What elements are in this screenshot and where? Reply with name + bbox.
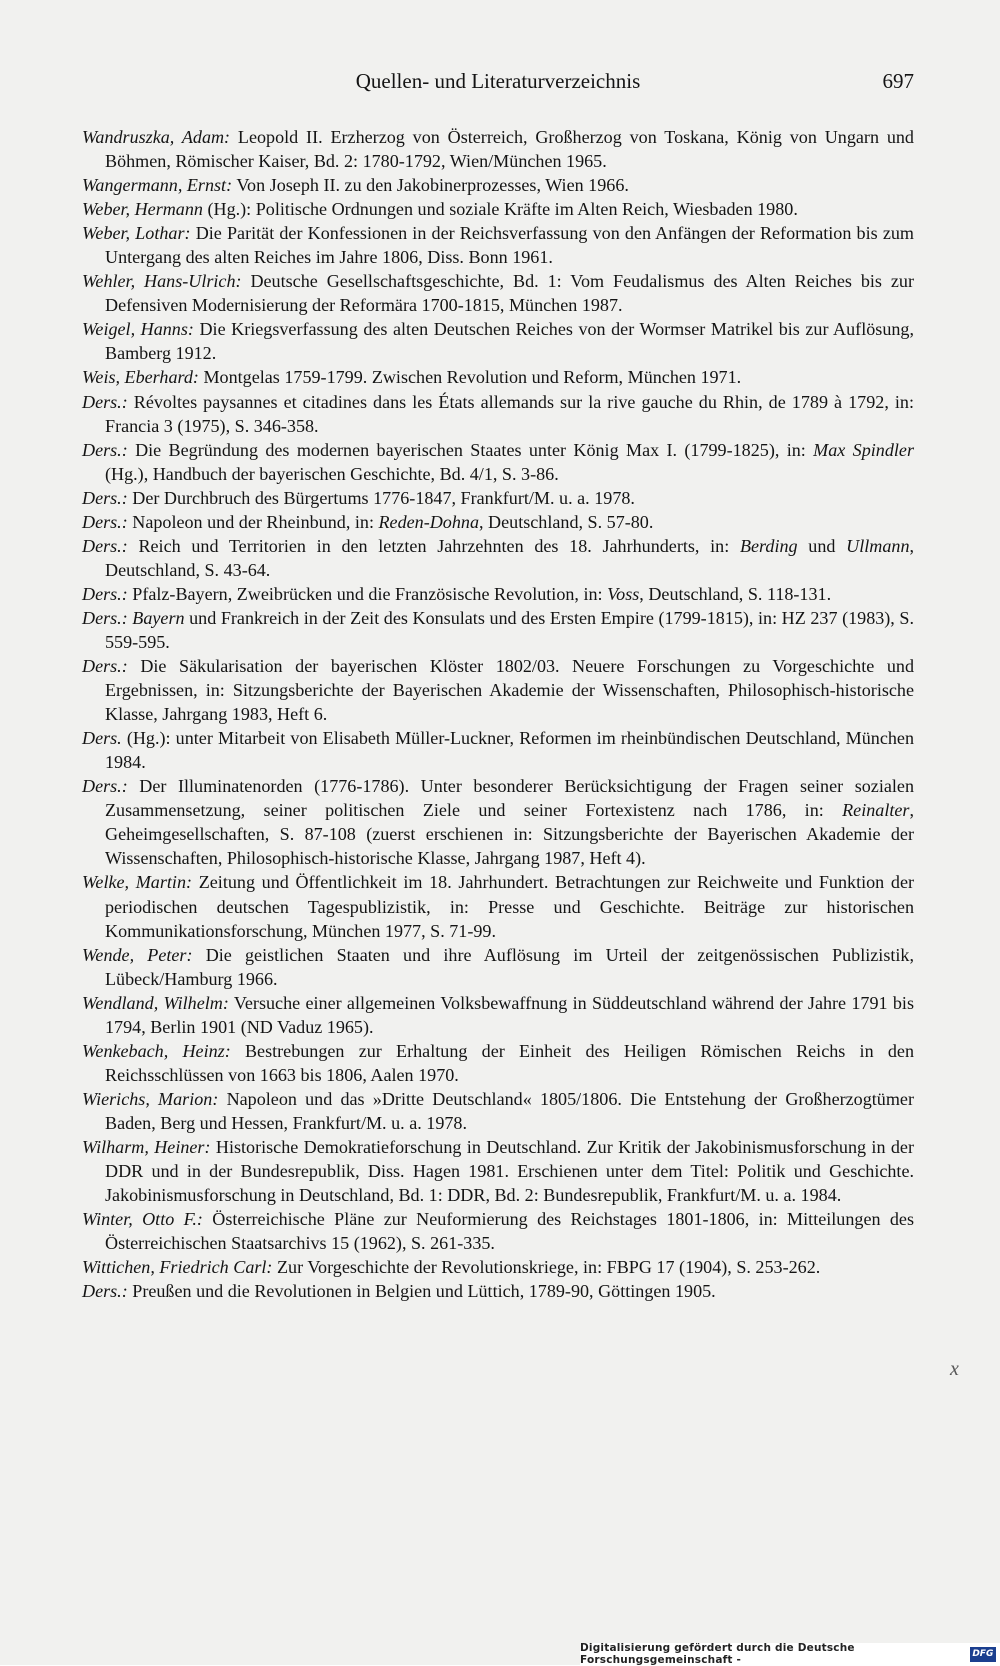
entry-text: Montgelas 1759-1799. Zwischen Revolution und Reform, München 1971. <box>198 367 742 388</box>
bibliography-entry <box>82 1039 914 1087</box>
entry-text: Zur Vorgeschichte der Revolutionskriege, in: FBPG 17 (1904), S. 253-262. <box>272 1257 821 1278</box>
bibliography-entry <box>82 173 914 197</box>
entry-author: Ders.: <box>82 487 128 508</box>
bibliography-entry <box>82 870 914 942</box>
entry-author: Wende, Peter: <box>82 944 193 965</box>
entry-text: , Deutschland, S. 43-64. <box>105 535 915 580</box>
entry-text: Révoltes paysannes et citadines dans les États allemands sur la rive gauche du Rhin, de 1789 à 1792, in: Francia 3 (1975), S. 346-358. <box>105 391 914 436</box>
entry-text: Historische Demokratieforschung in Deutschland. Zur Kritik der Jakobinismusforschung in der DDR und in der Bundesrepublik, Diss. Hagen 1981. Erschienen unter dem Titel: Politik und Geschichte. Jakobinismusforschung in Deutschland, Bd. 1: DDR, Bd. 2: Bundesrepublik, Frankfurt/M. u. a. 1984. <box>105 1136 914 1206</box>
entry-italic-ref: Voss <box>607 583 640 604</box>
entry-text: Der Illuminatenorden (1776-1786). Unter besonderer Berücksichtigung der Fragen seiner sozialen Zusammensetzung, seiner politischen Ziele und seiner Fortexistenz nach 1786, in: <box>105 776 914 821</box>
bibliography-entry <box>82 438 914 486</box>
entry-text: Reich und Territorien in den letzten Jahrzehnten des 18. Jahrhunderts, in: <box>127 535 740 556</box>
bibliography-entry <box>82 486 914 510</box>
bibliography-list <box>82 125 914 1303</box>
entry-author: Ders. <box>82 728 122 749</box>
entry-italic-ref: Reden-Dohna <box>378 511 479 532</box>
bibliography-entry <box>82 606 914 654</box>
running-title: Quellen- und Literaturverzeichnis <box>355 69 641 93</box>
entry-text: Bestrebungen zur Erhaltung der Einheit des Heiligen Römischen Reichs in den Reichsschlüssen von 1663 bis 1806, Aalen 1970. <box>105 1040 914 1085</box>
bibliography-entry <box>82 774 914 870</box>
bibliography-entry <box>82 197 914 221</box>
entry-text: Von Joseph II. zu den Jakobinerprozesses, Wien 1966. <box>232 175 629 196</box>
entry-author: Wilharm, Heiner: <box>82 1136 211 1157</box>
entry-text: Der Durchbruch des Bürgertums 1776-1847, Frankfurt/M. u. a. 1978. <box>127 487 635 508</box>
entry-text: Napoleon und der Rheinbund, in: <box>127 511 379 532</box>
entry-author: Weber, Lothar: <box>82 223 191 244</box>
entry-text: Leopold II. Erzherzog von Österreich, Großherzog von Toskana, König von Ungarn und Böhmen, Römischer Kaiser, Bd. 2: 1780-1792, Wien/München 1965. <box>105 127 914 172</box>
entry-author: Weigel, Hanns: <box>82 319 194 340</box>
entry-author: Ders.: <box>82 1281 128 1302</box>
entry-text: und Frankreich in der Zeit des Konsulats und des Ersten Empire (1799-1815), in: HZ 237 (1983), S. 559-595. <box>105 607 914 652</box>
entry-author: Ders.: Bayern <box>82 607 185 628</box>
entry-text: Die geistlichen Staaten und ihre Auflösung im Urteil der zeitgenössischen Publizistik, Lübeck/Hamburg 1966. <box>105 944 915 989</box>
entry-author: Ders.: <box>82 511 128 532</box>
entry-author: Welke, Martin: <box>82 872 193 893</box>
entry-text: (Hg.): unter Mitarbeit von Elisabeth Müller-Luckner, Reformen im rheinbündischen Deutschland, München 1984. <box>105 728 914 773</box>
entry-author: Winter, Otto F.: <box>82 1209 203 1230</box>
entry-author: Wendland, Wilhelm: <box>82 992 229 1013</box>
bibliography-entry <box>82 390 914 438</box>
bibliography-entry <box>82 1135 914 1207</box>
entry-author: Weber, Hermann <box>82 199 203 220</box>
entry-italic-ref: Ullmann <box>846 535 910 556</box>
entry-text: , Deutschland, S. 57-80. <box>479 511 654 532</box>
bibliography-entry <box>82 1255 914 1279</box>
entry-text: Versuche einer allgemeinen Volksbewaffnung in Süddeutschland während der Jahre 1791 bis 1794, Berlin 1901 (ND Vaduz 1965). <box>105 992 914 1037</box>
bibliography-entry <box>82 221 914 269</box>
bibliography-entry <box>82 125 914 173</box>
bibliography-entry <box>82 269 914 317</box>
bibliography-entry <box>82 317 914 365</box>
bibliography-entry <box>82 726 914 774</box>
bibliography-entry <box>82 510 914 534</box>
entry-author: Wandruszka, Adam: <box>82 127 231 147</box>
page-number: 697 <box>882 69 914 93</box>
entry-text: Deutsche Gesellschaftsgeschichte, Bd. 1: Vom Feudalismus des Alten Reiches bis zur Defensiven Modernisierung der Reformära 1700-1815, München 1987. <box>105 271 914 316</box>
bibliography-entry <box>82 582 914 606</box>
entry-text: Die Säkularisation der bayerischen Klöster 1802/03. Neuere Forschungen zu Vorgeschichte und Ergebnissen, in: Sitzungsberichte der Bayerischen Akademie der Wissenschaften, Philosophisch-historische Klasse, Jahrgang 1983, Heft 6. <box>105 656 914 725</box>
entry-text: Zeitung und Öffentlichkeit im 18. Jahrhundert. Betrachtungen zur Reichweite und Funktion der periodischen deutschen Tagespublizistik, in: Presse und Geschichte. Beiträge zur historischen Kommunikationsforschung, München 1977, S. 71-99. <box>105 872 914 941</box>
bibliography-entry <box>82 654 914 726</box>
bibliography-entry <box>82 1087 914 1135</box>
entry-author: Wierichs, Marion: <box>82 1088 219 1109</box>
footer-credit: Digitalisierung gefördert durch die Deutsche Forschungsgemeinschaft - <box>580 1642 855 1666</box>
entry-author: Wenkebach, Heinz: <box>82 1040 231 1061</box>
entry-author: Wangermann, Ernst: <box>82 175 233 196</box>
margin-annotation: x <box>950 1358 959 1380</box>
entry-text: , Deutschland, S. 118-131. <box>639 583 832 604</box>
dfg-logo-icon: DFG <box>970 1647 996 1662</box>
entry-author: Wittichen, Friedrich Carl: <box>82 1257 273 1278</box>
entry-author: Wehler, Hans-Ulrich: <box>82 271 242 292</box>
entry-italic-ref: Berding <box>739 535 798 556</box>
bibliography-entry <box>82 534 914 582</box>
entry-author: Ders.: <box>82 391 128 412</box>
bibliography-entry <box>82 1279 914 1303</box>
entry-text: Die Parität der Konfessionen in der Reichsverfassung von den Anfängen der Reformation bis zum Untergang des alten Reiches im Jahre 1806, Diss. Bonn 1961. <box>105 223 914 268</box>
entry-text: Die Kriegsverfassung des alten Deutschen Reiches von der Wormser Matrikel bis zur Auflösung, Bamberg 1912. <box>105 319 914 364</box>
entry-text: (Hg.): Politische Ordnungen und soziale Kräfte im Alten Reich, Wiesbaden 1980. <box>202 199 798 220</box>
entry-italic-ref: Reinalter <box>842 800 910 821</box>
bibliography-entry <box>82 1207 914 1255</box>
entry-author: Ders.: <box>82 535 128 556</box>
entry-author: Ders.: <box>82 776 128 797</box>
entry-author: Ders.: <box>82 583 128 604</box>
entry-text: Napoleon und das »Dritte Deutschland« 1805/1806. Die Entstehung der Großherzogtümer Baden, Berg und Hessen, Frankfurt/M. u. a. 1978. <box>105 1088 914 1133</box>
bibliography-entry <box>82 991 914 1039</box>
entry-text: Preußen und die Revolutionen in Belgien und Lüttich, 1789-90, Göttingen 1905. <box>127 1281 716 1302</box>
page-header <box>82 66 914 96</box>
entry-author: Ders.: <box>82 439 128 460</box>
entry-text: und <box>797 535 847 556</box>
entry-text: , Geheimgesellschaften, S. 87-108 (zuerst erschienen in: Sitzungsberichte der Bayerischen Akademie der Wissenschaften, Philosophisch-historische Klasse, Jahrgang 1987, Heft 4). <box>105 800 914 869</box>
entry-author: Weis, Eberhard: <box>82 367 199 388</box>
entry-text: (Hg.), Handbuch der bayerischen Geschichte, Bd. 4/1, S. 3-86. <box>105 463 559 484</box>
entry-author: Ders.: <box>82 656 128 677</box>
digitization-footer <box>580 1643 1000 1665</box>
bibliography-entry <box>82 943 914 991</box>
entry-italic-ref: Max Spindler <box>813 439 914 460</box>
entry-text: Österreichische Pläne zur Neuformierung des Reichstages 1801-1806, in: Mitteilungen des Österreichischen Staatsarchivs 15 (1962), S. 261-335. <box>105 1209 915 1254</box>
entry-text: Pfalz-Bayern, Zweibrücken und die Französische Revolution, in: <box>127 583 608 604</box>
entry-text: Die Begründung des modernen bayerischen Staates unter König Max I. (1799-1825), in: <box>127 439 814 460</box>
bibliography-entry <box>82 365 914 389</box>
